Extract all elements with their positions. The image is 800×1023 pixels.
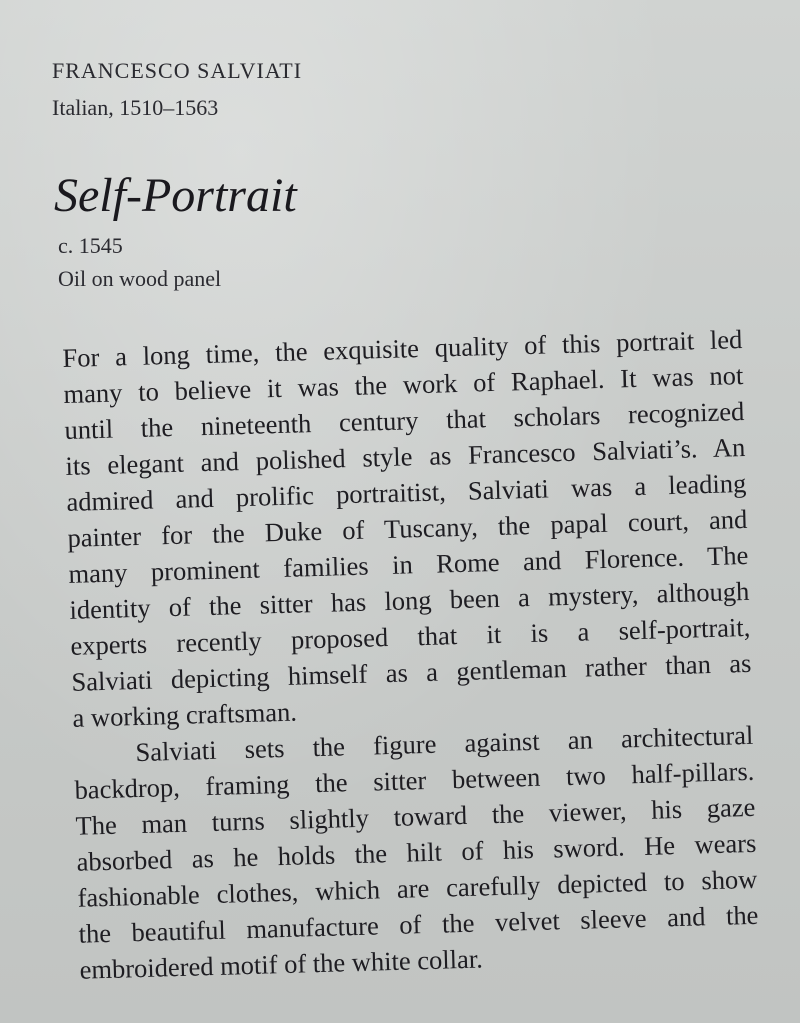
text-line: experts recently proposed that it is a self-portrait,: [70, 611, 751, 661]
description-paragraph-1: [62, 321, 753, 736]
description-text: [62, 321, 760, 988]
text-line: many to believe it was the work of Raphael. It was not: [63, 359, 744, 409]
text-line: fashionable clothes, which are carefully depicted to show: [77, 863, 758, 913]
text-line: absorbed as he holds the hilt of his sword. He wears: [76, 827, 757, 877]
text-line: its elegant and polished style as Francesco Salviati’s. An: [65, 431, 746, 481]
text-line: embroidered motif of the white collar.: [79, 943, 484, 985]
artist-name: FRANCESCO SALVIATI: [52, 58, 303, 83]
text-line: painter for the Duke of Tuscany, the papal court, and: [67, 503, 748, 553]
text-line: admired and prolific portraitist, Salviati was a leading: [66, 467, 747, 517]
text-line: a working craftsman.: [72, 696, 298, 733]
artwork-title: Self-Portrait: [54, 169, 297, 222]
artwork-date: c. 1545: [58, 233, 123, 258]
text-line: the beautiful manufacture of the velvet sleeve and the: [78, 899, 759, 949]
text-line: backdrop, framing the sitter between two half-pillars.: [74, 755, 755, 805]
text-line: The man turns slightly toward the viewer, his gaze: [75, 791, 756, 841]
text-line: many prominent families in Rome and Florence. The: [68, 539, 749, 589]
artist-nationality-dates: Italian, 1510–1563: [52, 95, 219, 120]
artwork-medium: Oil on wood panel: [58, 266, 222, 291]
text-line: Salviati sets the figure against an architectural: [135, 719, 754, 768]
text-line: For a long time, the exquisite quality of this portrait led: [62, 324, 743, 373]
text-line: identity of the sitter has long been a mystery, although: [69, 575, 750, 625]
text-line: until the nineteenth century that scholars recognized: [64, 395, 745, 445]
description-paragraph-2: [73, 717, 760, 988]
text-line: Salviati depicting himself as a gentleman rather than as: [71, 647, 752, 697]
